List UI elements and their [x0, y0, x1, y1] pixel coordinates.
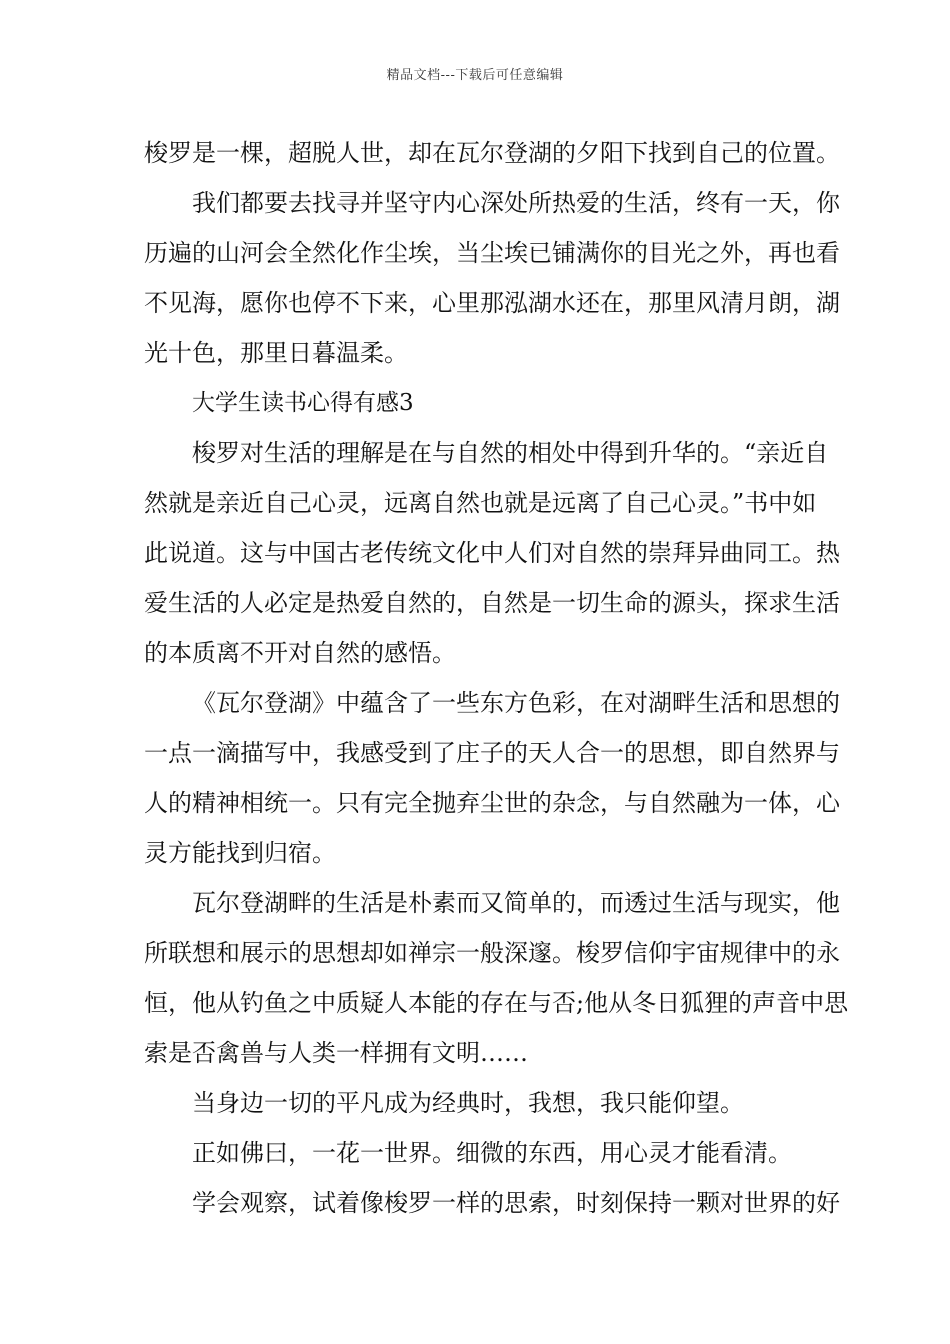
text-line: 爱生活的人必定是热爱自然的，自然是一切生命的源头，探求生活: [144, 589, 840, 617]
text-line: 光十色，那里日暮温柔。: [144, 339, 408, 367]
text-line: 索是否禽兽与人类一样拥有文明……: [144, 1039, 528, 1067]
paragraph-start: 瓦尔登湖畔的生活是朴素而又简单的，而透过生活与现实，他: [192, 889, 840, 917]
text-line: 梭罗是一棵，超脱人世，却在瓦尔登湖的夕阳下找到自己的位置。: [144, 139, 840, 167]
paragraph-start: 当身边一切的平凡成为经典时，我想，我只能仰望。: [192, 1089, 744, 1117]
text-line: 所联想和展示的思想却如禅宗一般深邃。梭罗信仰宇宙规律中的永: [144, 939, 840, 967]
paragraph-start: 正如佛曰，一花一世界。细微的东西，用心灵才能看清。: [192, 1139, 792, 1167]
text-line: 此说道。这与中国古老传统文化中人们对自然的崇拜异曲同工。热: [144, 539, 840, 567]
text-line: 的本质离不开对自然的感悟。: [144, 639, 456, 667]
text-line: 恒，他从钓鱼之中质疑人本能的存在与否;他从冬日狐狸的声音中思: [144, 989, 849, 1017]
paragraph-start: 学会观察，试着像梭罗一样的思索，时刻保持一颗对世界的好: [192, 1189, 840, 1217]
text-line: 历遍的山河会全然化作尘埃，当尘埃已铺满你的目光之外，再也看: [144, 239, 840, 267]
text-line: 不见海，愿你也停不下来，心里那泓湖水还在，那里风清月朗，湖: [144, 289, 840, 317]
paragraph-start: 梭罗对生活的理解是在与自然的相处中得到升华的。“亲近自: [192, 439, 829, 467]
text-line: 然就是亲近自己心灵，远离自然也就是远离了自己心灵。”书中如: [144, 489, 817, 517]
paragraph-start: 《瓦尔登湖》中蕴含了一些东方色彩，在对湖畔生活和思想的: [192, 689, 840, 717]
section-heading: 大学生读书心得有感3: [192, 390, 414, 416]
text-line: 灵方能找到归宿。: [144, 839, 336, 867]
text-line: 一点一滴描写中，我感受到了庄子的天人合一的思想，即自然界与: [144, 739, 840, 767]
page-header: 精品文档---下载后可任意编辑: [386, 68, 564, 83]
paragraph-start: 我们都要去找寻并坚守内心深处所热爱的生活，终有一天，你: [192, 189, 840, 217]
text-line: 人的精神相统一。只有完全抛弃尘世的杂念，与自然融为一体，心: [144, 789, 840, 817]
document-body: [144, 128, 849, 1228]
